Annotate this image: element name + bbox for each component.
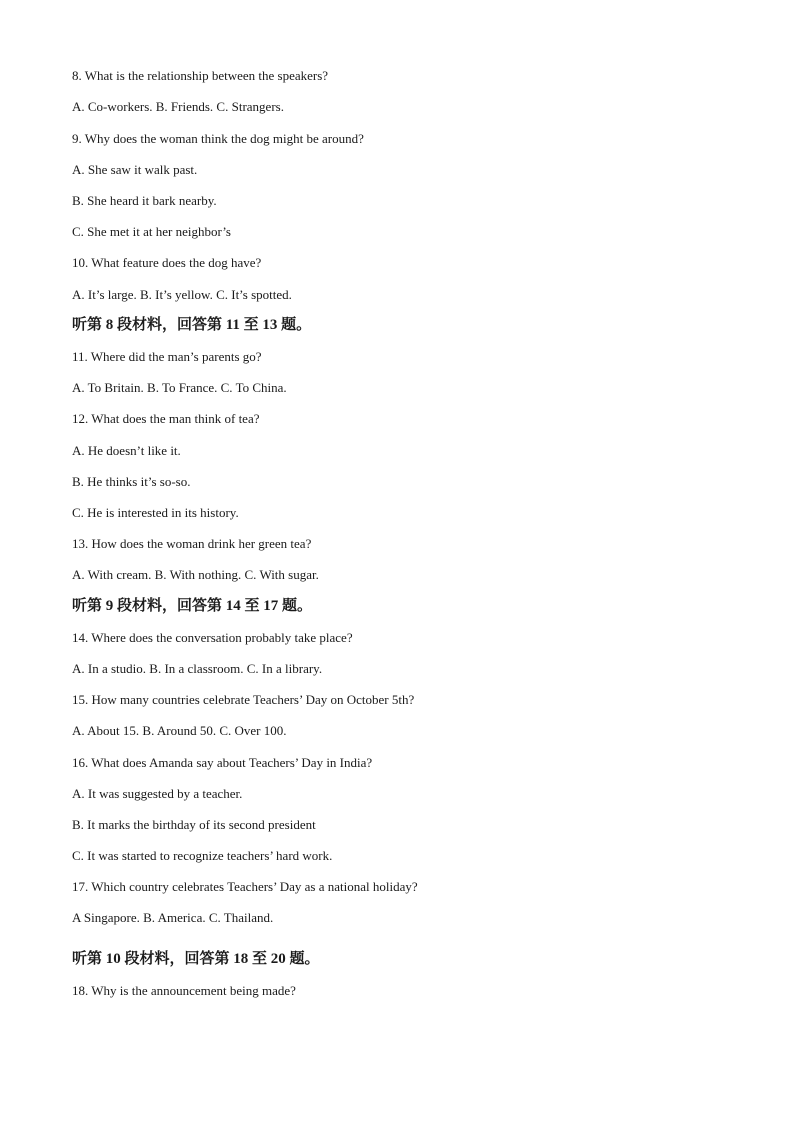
question-16: 16. What does Amanda say about Teachers’ Day in India? <box>72 755 373 770</box>
options-17: A Singapore. B. America. C. Thailand. <box>72 910 274 925</box>
question-10: 10. What feature does the dog have? <box>72 255 262 270</box>
option-12c: C. He is interested in its history. <box>72 505 239 520</box>
question-14: 14. Where does the conversation probably take place? <box>72 630 353 645</box>
options-14: A. In a studio. B. In a classroom. C. In a library. <box>72 661 323 676</box>
option-16b: B. It marks the birthday of its second president <box>72 817 316 832</box>
options-13: A. With cream. B. With nothing. C. With sugar. <box>72 567 319 582</box>
section-heading-10: 听第 10 段材料，回答第 18 至 20 题。 <box>72 951 320 967</box>
question-13: 13. How does the woman drink her green tea? <box>72 536 312 551</box>
question-17: 17. Which country celebrates Teachers’ Day as a national holiday? <box>72 879 418 894</box>
option-9b: B. She heard it bark nearby. <box>72 193 217 208</box>
options-15: A. About 15. B. Around 50. C. Over 100. <box>72 723 287 738</box>
option-12b: B. He thinks it’s so-so. <box>72 474 191 489</box>
question-8: 8. What is the relationship between the speakers? <box>72 68 329 83</box>
question-15: 15. How many countries celebrate Teachers’ Day on October 5th? <box>72 692 415 707</box>
option-9c: C. She met it at her neighbor’s <box>72 224 231 239</box>
question-9: 9. Why does the woman think the dog might be around? <box>72 131 364 146</box>
section-heading-8: 听第 8 段材料，回答第 11 至 13 题。 <box>72 317 312 333</box>
options-8: A. Co-workers. B. Friends. C. Strangers. <box>72 99 284 114</box>
options-11: A. To Britain. B. To France. C. To China. <box>72 380 287 395</box>
options-10: A. It’s large. B. It’s yellow. C. It’s spotted. <box>72 287 292 302</box>
option-9a: A. She saw it walk past. <box>72 162 198 177</box>
option-16c: C. It was started to recognize teachers’ hard work. <box>72 848 333 863</box>
option-12a: A. He doesn’t like it. <box>72 443 181 458</box>
section-heading-9: 听第 9 段材料，回答第 14 至 17 题。 <box>72 598 313 614</box>
question-11: 11. Where did the man’s parents go? <box>72 349 262 364</box>
question-12: 12. What does the man think of tea? <box>72 411 260 426</box>
option-16a: A. It was suggested by a teacher. <box>72 786 243 801</box>
question-18: 18. Why is the announcement being made? <box>72 983 296 998</box>
